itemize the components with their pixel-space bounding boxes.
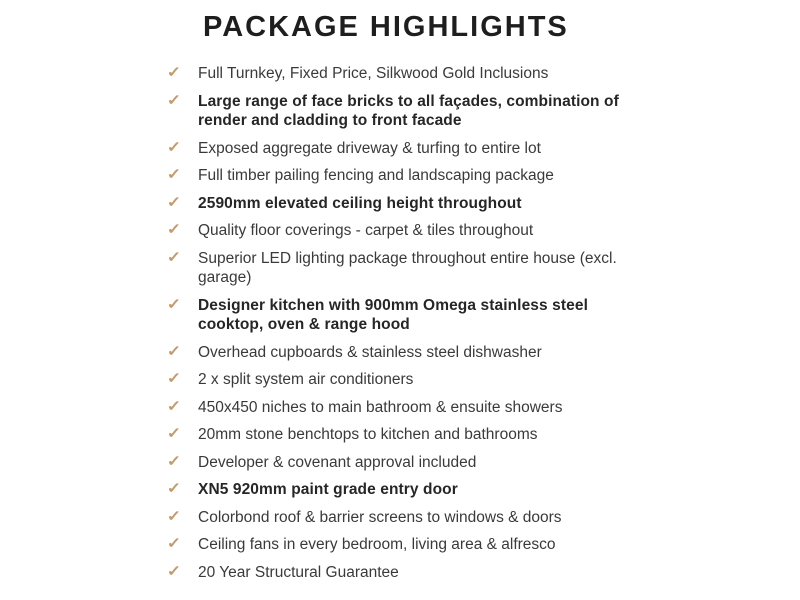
list-item-text: Overhead cupboards & stainless steel dishwasher [198, 343, 542, 361]
list-item-text: 2 x split system air conditioners [198, 371, 414, 389]
checkmark-icon: ✓ [166, 138, 182, 156]
list-item [168, 343, 638, 363]
list-item [168, 296, 638, 335]
list-item-text: Superior LED lighting package throughout entire house (excl. garage) [198, 249, 617, 287]
list-item-text: 450x450 niches to main bathroom & ensuite showers [198, 398, 563, 416]
checkmark-icon: ✓ [166, 91, 182, 109]
list-item-text: 20 Year Structural Guarantee [198, 563, 399, 581]
list-item-text: Designer kitchen with 900mm Omega stainless steel cooktop, oven & range hood [198, 296, 588, 334]
list-item-text: 2590mm elevated ceiling height throughout [198, 194, 522, 212]
checkmark-icon: ✓ [166, 562, 182, 580]
list-item [168, 221, 638, 241]
checkmark-icon: ✓ [166, 480, 182, 498]
checkmark-icon: ✓ [166, 342, 182, 360]
checkmark-icon: ✓ [166, 425, 182, 443]
list-item [168, 535, 638, 555]
list-item [168, 425, 638, 445]
list-item [168, 64, 638, 84]
list-item [168, 249, 638, 288]
checkmark-icon: ✓ [166, 452, 182, 470]
list-item [168, 194, 638, 214]
list-item [168, 563, 638, 583]
list-item [168, 453, 638, 473]
list-item-text: Exposed aggregate driveway & turfing to entire lot [198, 139, 541, 157]
checkmark-icon: ✓ [166, 193, 182, 211]
list-item [168, 166, 638, 186]
list-item [168, 370, 638, 390]
checkmark-icon: ✓ [166, 248, 182, 266]
checkmark-icon: ✓ [166, 221, 182, 239]
list-item-text: XN5 920mm paint grade entry door [198, 481, 458, 499]
list-item-text: 20mm stone benchtops to kitchen and bathrooms [198, 426, 538, 444]
checkmark-icon: ✓ [166, 507, 182, 525]
list-item-text: Quality floor coverings - carpet & tiles throughout [198, 222, 534, 240]
checkmark-icon: ✓ [166, 397, 182, 415]
list-item-text: Developer & covenant approval included [198, 453, 477, 471]
list-item [168, 92, 638, 131]
list-item-text: Full timber pailing fencing and landscaping package [198, 167, 554, 185]
checkmark-icon: ✓ [166, 166, 182, 184]
checkmark-icon: ✓ [166, 64, 182, 81]
list-item [168, 480, 638, 500]
page-title: PACKAGE HIGHLIGHTS [203, 11, 569, 43]
list-item [168, 139, 638, 159]
list-item-text: Colorbond roof & barrier screens to windows & doors [198, 508, 562, 526]
list-item [168, 398, 638, 418]
list-item-text: Full Turnkey, Fixed Price, Silkwood Gold Inclusions [198, 65, 549, 82]
checkmark-icon: ✓ [166, 535, 182, 553]
checkmark-icon: ✓ [166, 370, 182, 388]
checkmark-icon: ✓ [166, 295, 182, 313]
list-item [168, 508, 638, 528]
list-item-text: Ceiling fans in every bedroom, living area & alfresco [198, 536, 556, 554]
highlights-list [168, 64, 638, 582]
list-item-text: Large range of face bricks to all façades, combination of render and cladding to front facade [198, 92, 619, 130]
